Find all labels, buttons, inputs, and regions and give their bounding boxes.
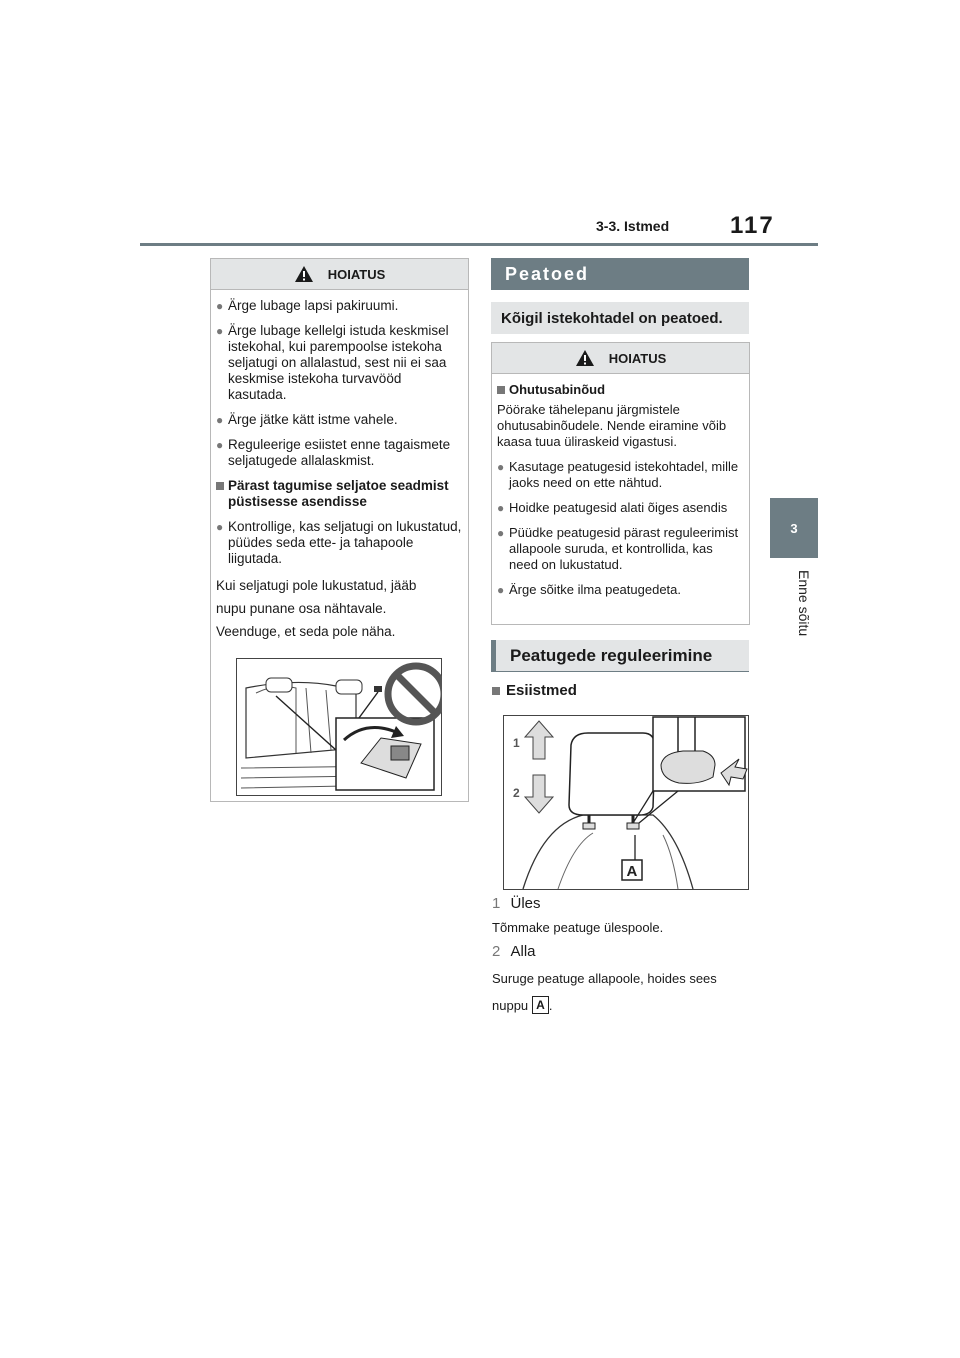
bullet-icon: ● — [216, 299, 224, 313]
figure-label-2: 2 — [513, 786, 520, 800]
bullet-text: Ärge jätke kätt istme vahele. — [228, 412, 398, 427]
adjust-heading-text: Peatugede reguleerimine — [510, 645, 713, 665]
list-item — [216, 412, 463, 428]
bullet-text: Reguleerige esiistet enne tagaismete seljatugede allalaskmist. — [228, 437, 451, 468]
list-item — [497, 582, 744, 598]
square-icon — [216, 478, 228, 510]
square-icon — [492, 682, 506, 699]
bullet-text: Ärge lubage lapsi pakiruumi. — [228, 298, 399, 313]
section-heading — [491, 258, 749, 290]
list-item — [497, 525, 744, 573]
intro-heading-text: Kõigil istekohtadel on peatoed. — [501, 309, 723, 327]
bullet-icon: ● — [216, 413, 224, 427]
bullet-icon: ● — [216, 324, 224, 338]
bullet-icon: ● — [497, 501, 505, 515]
bullet-icon: ● — [497, 583, 505, 597]
list-item — [216, 519, 463, 567]
paragraph: Kui seljatugi pole lukustatud, jääb — [216, 578, 417, 593]
step-1-desc: Tõmmake peatuge ülespoole. — [492, 920, 664, 935]
warning-title: HOIATUS — [327, 266, 386, 282]
bullet-text: Hoidke peatugesid alati õiges asendis — [509, 500, 728, 515]
warning-body — [211, 290, 468, 651]
sub-heading — [497, 382, 744, 398]
paragraph: Veenduge, et seda pole näha. — [216, 624, 396, 639]
warning-icon — [294, 265, 314, 283]
page-number: 117 — [730, 212, 775, 239]
chapter-number: 3 — [790, 520, 798, 536]
list-item — [216, 298, 463, 314]
warning-body — [492, 374, 749, 613]
warning-box-left — [210, 258, 469, 802]
paragraph: nupu punane osa nähtavale. — [216, 601, 387, 616]
desc-text: nuppu — [492, 997, 529, 1013]
front-seats-heading — [492, 682, 577, 699]
step-title: Alla — [510, 943, 536, 960]
bullet-text: Kasutage peatugesid istekohtadel, mille jaoks need on ette nähtud. — [509, 459, 739, 490]
step-number: 2 — [492, 943, 501, 960]
list-item — [216, 323, 463, 403]
button-a-badge: A — [532, 996, 549, 1014]
section-label: 3-3. Istmed — [596, 218, 670, 234]
bullet-text: Ärge sõitke ilma peatugedeta. — [509, 582, 681, 597]
warning-header — [211, 259, 468, 290]
figure-label-a: A — [626, 863, 638, 880]
sub-heading-text: Pärast tagumise seljatoe seadmist püstisesse asendisse — [228, 478, 449, 509]
warning-box-right — [491, 342, 750, 625]
bullet-icon: ● — [216, 520, 224, 534]
desc-suffix: . — [548, 997, 553, 1013]
square-icon — [497, 382, 509, 398]
headrest-illustration — [503, 715, 749, 890]
header-rule — [140, 243, 818, 246]
warning-header — [492, 343, 749, 374]
figure-label-1: 1 — [513, 736, 520, 750]
step-title: Üles — [510, 895, 541, 912]
step-2-desc-cont — [492, 996, 552, 1014]
adjust-heading — [491, 640, 749, 672]
rear-seat-illustration — [236, 658, 442, 796]
step-1 — [492, 895, 541, 912]
step-2-desc: Suruge peatuge allapoole, hoides sees — [492, 971, 717, 986]
chapter-tab — [770, 498, 818, 558]
bullet-icon: ● — [216, 438, 224, 452]
warning-title: HOIATUS — [608, 350, 667, 366]
step-2 — [492, 943, 536, 960]
intro-heading — [491, 302, 749, 334]
bullet-icon: ● — [497, 460, 505, 474]
warning-icon — [575, 349, 595, 367]
section-heading-text: Peatoed — [505, 263, 590, 284]
bullet-icon: ● — [497, 526, 505, 540]
sub-heading — [216, 478, 463, 510]
list-item — [497, 500, 744, 516]
chapter-label: Enne sõitu — [796, 570, 812, 637]
list-item — [216, 437, 463, 469]
sub-heading-text: Ohutusabinõud — [509, 382, 606, 397]
front-seats-heading-text: Esiistmed — [506, 682, 577, 699]
list-item — [497, 459, 744, 491]
paragraph: Pöörake tähelepanu järgmistele ohutusabinõudele. Nende eiramine võib kaasa tuua üliraskeid vigastusi. — [497, 402, 727, 449]
bullet-text: Ärge lubage kellelgi istuda keskmisel istekohal, kui parempoolse istekoha seljatugi on allalastud, sest nii ei saa keskmise istekoha turvavööd kasutada. — [228, 323, 449, 402]
bullet-text: Kontrollige, kas seljatugi on lukustatud, püüdes seda ette- ja tahapoole liigutada. — [228, 519, 462, 566]
bullet-text: Püüdke peatugesid pärast reguleerimist allapoole suruda, et kontrollida, kas need on lukustatud. — [509, 525, 739, 572]
step-number: 1 — [492, 895, 501, 912]
